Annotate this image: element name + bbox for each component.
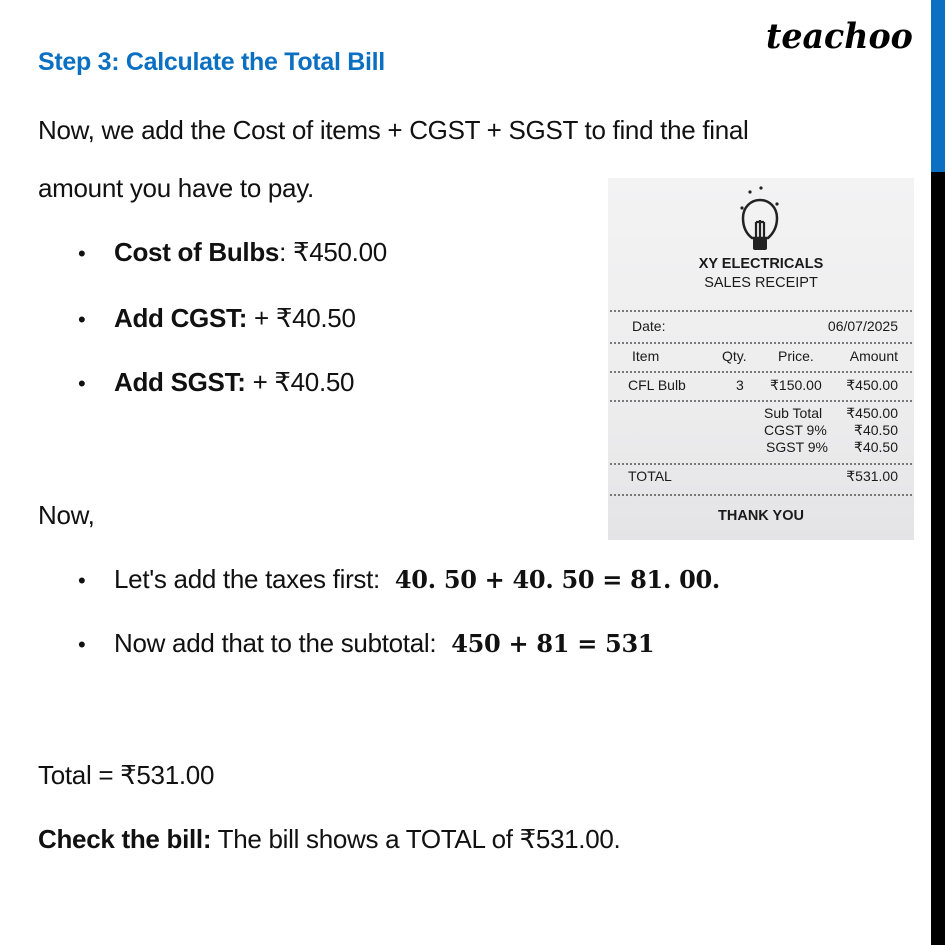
store-name: XY ELECTRICALS <box>698 256 824 272</box>
total-value: ₹531.00 <box>846 468 898 484</box>
list-item-cost-of-bulbs <box>78 237 387 268</box>
step-heading: Step 3: Calculate the Total Bill <box>38 48 385 76</box>
total-label: TOTAL <box>628 468 672 484</box>
item-sep: : <box>279 237 293 267</box>
line-item-qty: 3 <box>736 377 744 393</box>
subtotal-value: ₹450.00 <box>846 405 898 421</box>
column-header-item: Item <box>632 348 660 364</box>
teachoo-logo: teachoo <box>766 16 913 57</box>
bullet-icon: • <box>78 632 86 657</box>
list-item-add-sgst <box>78 367 354 398</box>
item-value: + ₹40.50 <box>254 303 356 333</box>
line-item-price: ₹150.00 <box>770 377 822 393</box>
divider <box>610 310 912 312</box>
cgst-value: ₹40.50 <box>854 422 898 438</box>
item-value: + ₹40.50 <box>252 367 355 397</box>
total-line: Total = ₹531.00 <box>38 760 215 790</box>
line-item-amount: ₹450.00 <box>846 377 898 393</box>
intro-line-2: amount you have to pay. <box>38 173 314 203</box>
item-value: ₹450.00 <box>292 237 387 267</box>
receipt-image <box>608 178 914 540</box>
receipt-subtitle: SALES RECEIPT <box>704 275 818 291</box>
step-equation: 40. 50 + 40. 50 = 81. 00. <box>394 565 720 594</box>
bullet-icon: • <box>78 371 86 396</box>
list-item-add-cgst <box>78 303 356 334</box>
divider <box>610 400 912 402</box>
thank-you-footer: THANK YOU <box>718 508 804 524</box>
step-taxes <box>78 564 720 595</box>
line-item-name: CFL Bulb <box>628 377 686 393</box>
cgst-label: CGST 9% <box>764 422 827 438</box>
check-line <box>38 824 620 855</box>
sgst-label: SGST 9% <box>766 439 828 455</box>
subtotal-label: Sub Total <box>764 405 823 421</box>
item-label: Add CGST: <box>114 303 248 333</box>
check-label: Check the bill: <box>38 824 212 854</box>
item-sep <box>246 367 253 398</box>
step-text: Now add that to the subtotal: <box>114 628 444 658</box>
step-equation: 450 + 81 = 531 <box>451 629 655 658</box>
side-accent-bar-blue <box>931 0 945 172</box>
column-header-price: Price. <box>778 348 814 364</box>
sgst-value: ₹40.50 <box>854 439 898 455</box>
divider <box>610 342 912 344</box>
divider <box>610 371 912 373</box>
date-label: Date: <box>632 318 666 334</box>
item-label: Add SGST: <box>114 367 246 397</box>
check-text: The bill shows a TOTAL of ₹531.00. <box>211 824 621 854</box>
item-label: Cost of Bulbs <box>114 237 280 267</box>
column-header-amount: Amount <box>849 348 898 364</box>
step-text: Let's add the taxes first: <box>114 564 387 594</box>
bullet-icon: • <box>78 568 86 593</box>
column-header-qty: Qty. <box>722 348 747 364</box>
now-label: Now, <box>38 500 95 530</box>
date-value: 06/07/2025 <box>827 318 898 334</box>
intro-line-1: Now, we add the Cost of items + CGST + SGST to find the final <box>38 115 749 145</box>
step-subtotal <box>78 628 654 659</box>
lightbulb-icon <box>726 182 796 254</box>
divider <box>610 463 912 465</box>
side-accent-bar-black <box>931 172 945 945</box>
bullet-icon: • <box>78 241 86 266</box>
bullet-icon: • <box>78 307 86 332</box>
item-sep <box>247 303 254 334</box>
divider <box>610 494 912 496</box>
